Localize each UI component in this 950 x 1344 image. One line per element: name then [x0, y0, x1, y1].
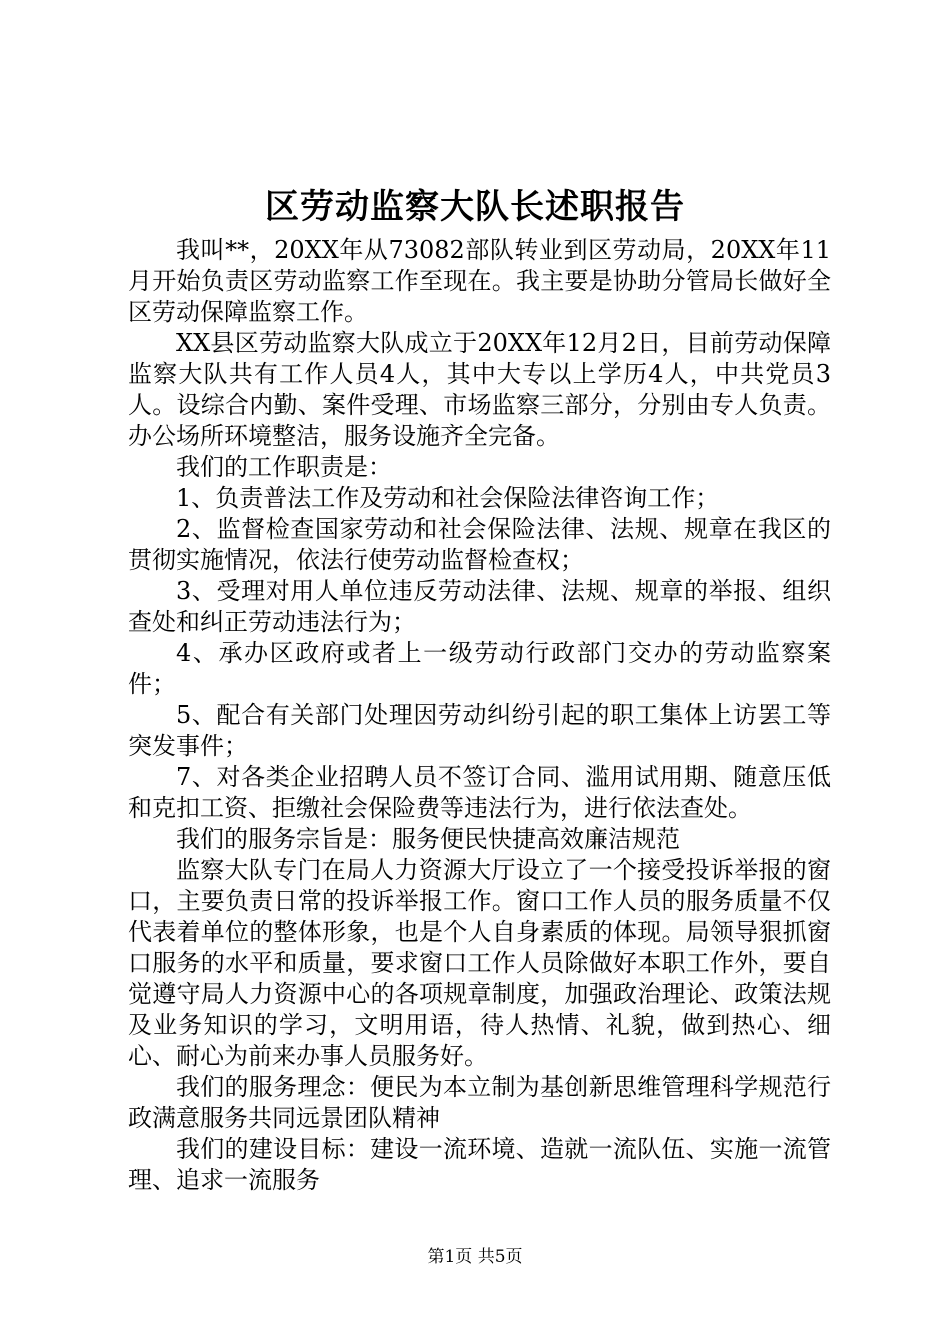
paragraph-team-overview: XX县区劳动监察大队成立于20XX年12月2日，目前劳动保障监察大队共有工作人员4人，其中大专以上学历4人，中共党员3人。设综合内勤、案件受理、市场监察三部分，分别由专人负责。办公场所环境整洁，服务设施齐全完备。 [128, 329, 831, 450]
paragraph-construction-goal: 我们的建设目标：建设一流环境、造就一流队伍、实施一流管理、追求一流服务 [128, 1135, 831, 1194]
page-number-footer: 第1页 共5页 [427, 1247, 523, 1267]
paragraph-duty-4: 4、承办区政府或者上一级劳动行政部门交办的劳动监察案件； [128, 639, 831, 698]
document-title: 区劳动监察大队长述职报告 [265, 187, 685, 227]
paragraph-complaint-window: 监察大队专门在局人力资源大厅设立了一个接受投诉举报的窗口，主要负责日常的投诉举报工作。窗口工作人员的服务质量不仅代表着单位的整体形象，也是个人自身素质的体现。局领导狠抓窗口服务的水平和质量，要求窗口工作人员除做好本职工作外，要自觉遵守局人力资源中心的各项规章制度，加强政治理论、政策法规及业务知识的学习，文明用语，待人热情、礼貌，做到热心、细心、耐心为前来办事人员服务好。 [128, 856, 831, 1070]
paragraph-duty-1: 1、负责普法工作及劳动和社会保险法律咨询工作； [176, 484, 720, 512]
paragraph-service-tenet: 我们的服务宗旨是：服务便民快捷高效廉洁规范 [176, 825, 680, 853]
paragraph-duty-5: 5、配合有关部门处理因劳动纠纷引起的职工集体上访罢工等突发事件； [128, 701, 831, 760]
document-body [128, 235, 831, 1196]
paragraph-duty-7: 7、对各类企业招聘人员不签订合同、滥用试用期、随意压低和克扣工资、拒缴社会保险费等违法行为，进行依法查处。 [128, 763, 831, 822]
paragraph-duty-2: 2、监督检查国家劳动和社会保险法律、法规、规章在我区的贯彻实施情况，依法行使劳动监督检查权； [128, 515, 831, 574]
paragraph-intro: 我叫**，20XX年从73082部队转业到区劳动局，20XX年11月开始负责区劳动监察工作至现在。我主要是协助分管局长做好全区劳动保障监察工作。 [128, 236, 831, 326]
paragraph-service-philosophy: 我们的服务理念：便民为本立制为基创新思维管理科学规范行政满意服务共同远景团队精神 [128, 1073, 831, 1132]
paragraph-duties-heading: 我们的工作职责是： [176, 453, 392, 481]
paragraph-duty-3: 3、受理对用人单位违反劳动法律、法规、规章的举报、组织查处和纠正劳动违法行为； [128, 577, 831, 636]
